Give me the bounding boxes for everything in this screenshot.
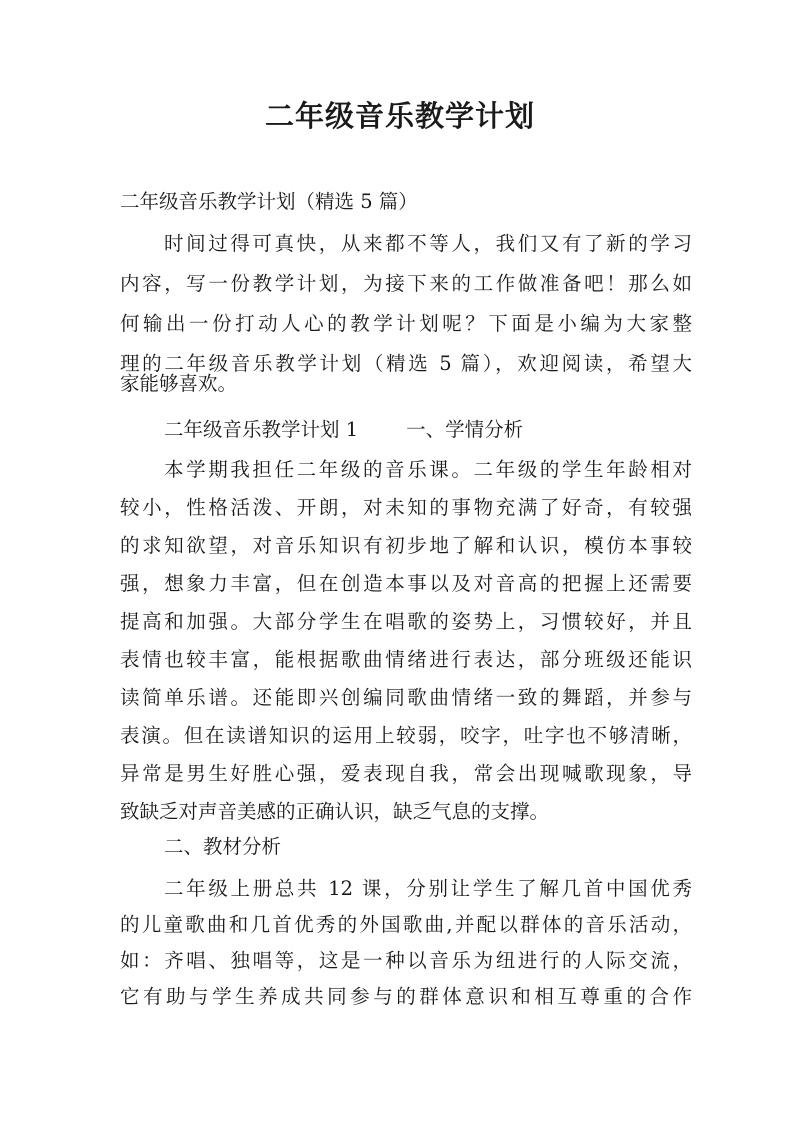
intro-line: 时间过得可真快，从来都不等人，我们又有了新的学习 (164, 232, 692, 255)
paragraph-line: 表演。但在读谱知识的运用上较弱，咬字，吐字也不够清晰， (120, 724, 692, 747)
paragraph-line: 较小，性格活泼、开朗，对未知的事物充满了好奇，有较强 (120, 496, 692, 519)
paragraph-line: 它有助与学生养成共同参与的群体意识和相互尊重的合作 (120, 985, 692, 1008)
section-1-subheading: 一、学情分析 (406, 418, 524, 441)
paragraph-line: 二年级上册总共 12 课，分别让学生了解几首中国优秀 (164, 877, 692, 900)
paragraph-line: 读简单乐谱。还能即兴创编同歌曲情绪一致的舞蹈，并参与 (120, 686, 692, 709)
paragraph-line: 强，想象力丰富，但在创造本事以及对音高的把握上还需要 (120, 572, 692, 595)
section-2-heading: 二、教材分析 (164, 835, 282, 858)
paragraph-line: 的求知欲望，对音乐知识有初步地了解和认识，模仿本事较 (120, 534, 692, 557)
paragraph-line: 表情也较丰富，能根据歌曲情绪进行表达，部分班级还能识 (120, 648, 692, 671)
section-heading (164, 415, 692, 445)
intro-line: 何输出一份打动人心的教学计划呢？下面是小编为大家整 (120, 312, 692, 335)
document-subtitle: 二年级音乐教学计划（精选 5 篇） (120, 190, 418, 213)
page-title: 二年级音乐教学计划 (264, 99, 535, 133)
paragraph-line: 提高和加强。大部分学生在唱歌的姿势上，习惯较好，并且 (120, 610, 692, 633)
paragraph-line: 的儿童歌曲和几首优秀的外国歌曲,并配以群体的音乐活动， (120, 913, 692, 936)
paragraph-line: 本学期我担任二年级的音乐课。二年级的学生年龄相对 (164, 458, 692, 481)
intro-line: 内容，写一份教学计划，为接下来的工作做准备吧！那么如 (120, 272, 692, 295)
intro-line: 理的二年级音乐教学计划（精选 5 篇），欢迎阅读，希望大 (120, 352, 692, 375)
paragraph-line: 异常是男生好胜心强，爱表现自我，常会出现喊歌现象，导 (120, 762, 692, 785)
section-1-title: 二年级音乐教学计划 1 (164, 418, 359, 441)
paragraph-line: 如：齐唱、独唱等，这是一种以音乐为纽进行的人际交流， (120, 949, 692, 972)
paragraph-line-last: 致缺乏对声音美感的正确认识，缺乏气息的支撑。 (120, 800, 550, 823)
intro-line-last: 家能够喜欢。 (120, 372, 238, 395)
